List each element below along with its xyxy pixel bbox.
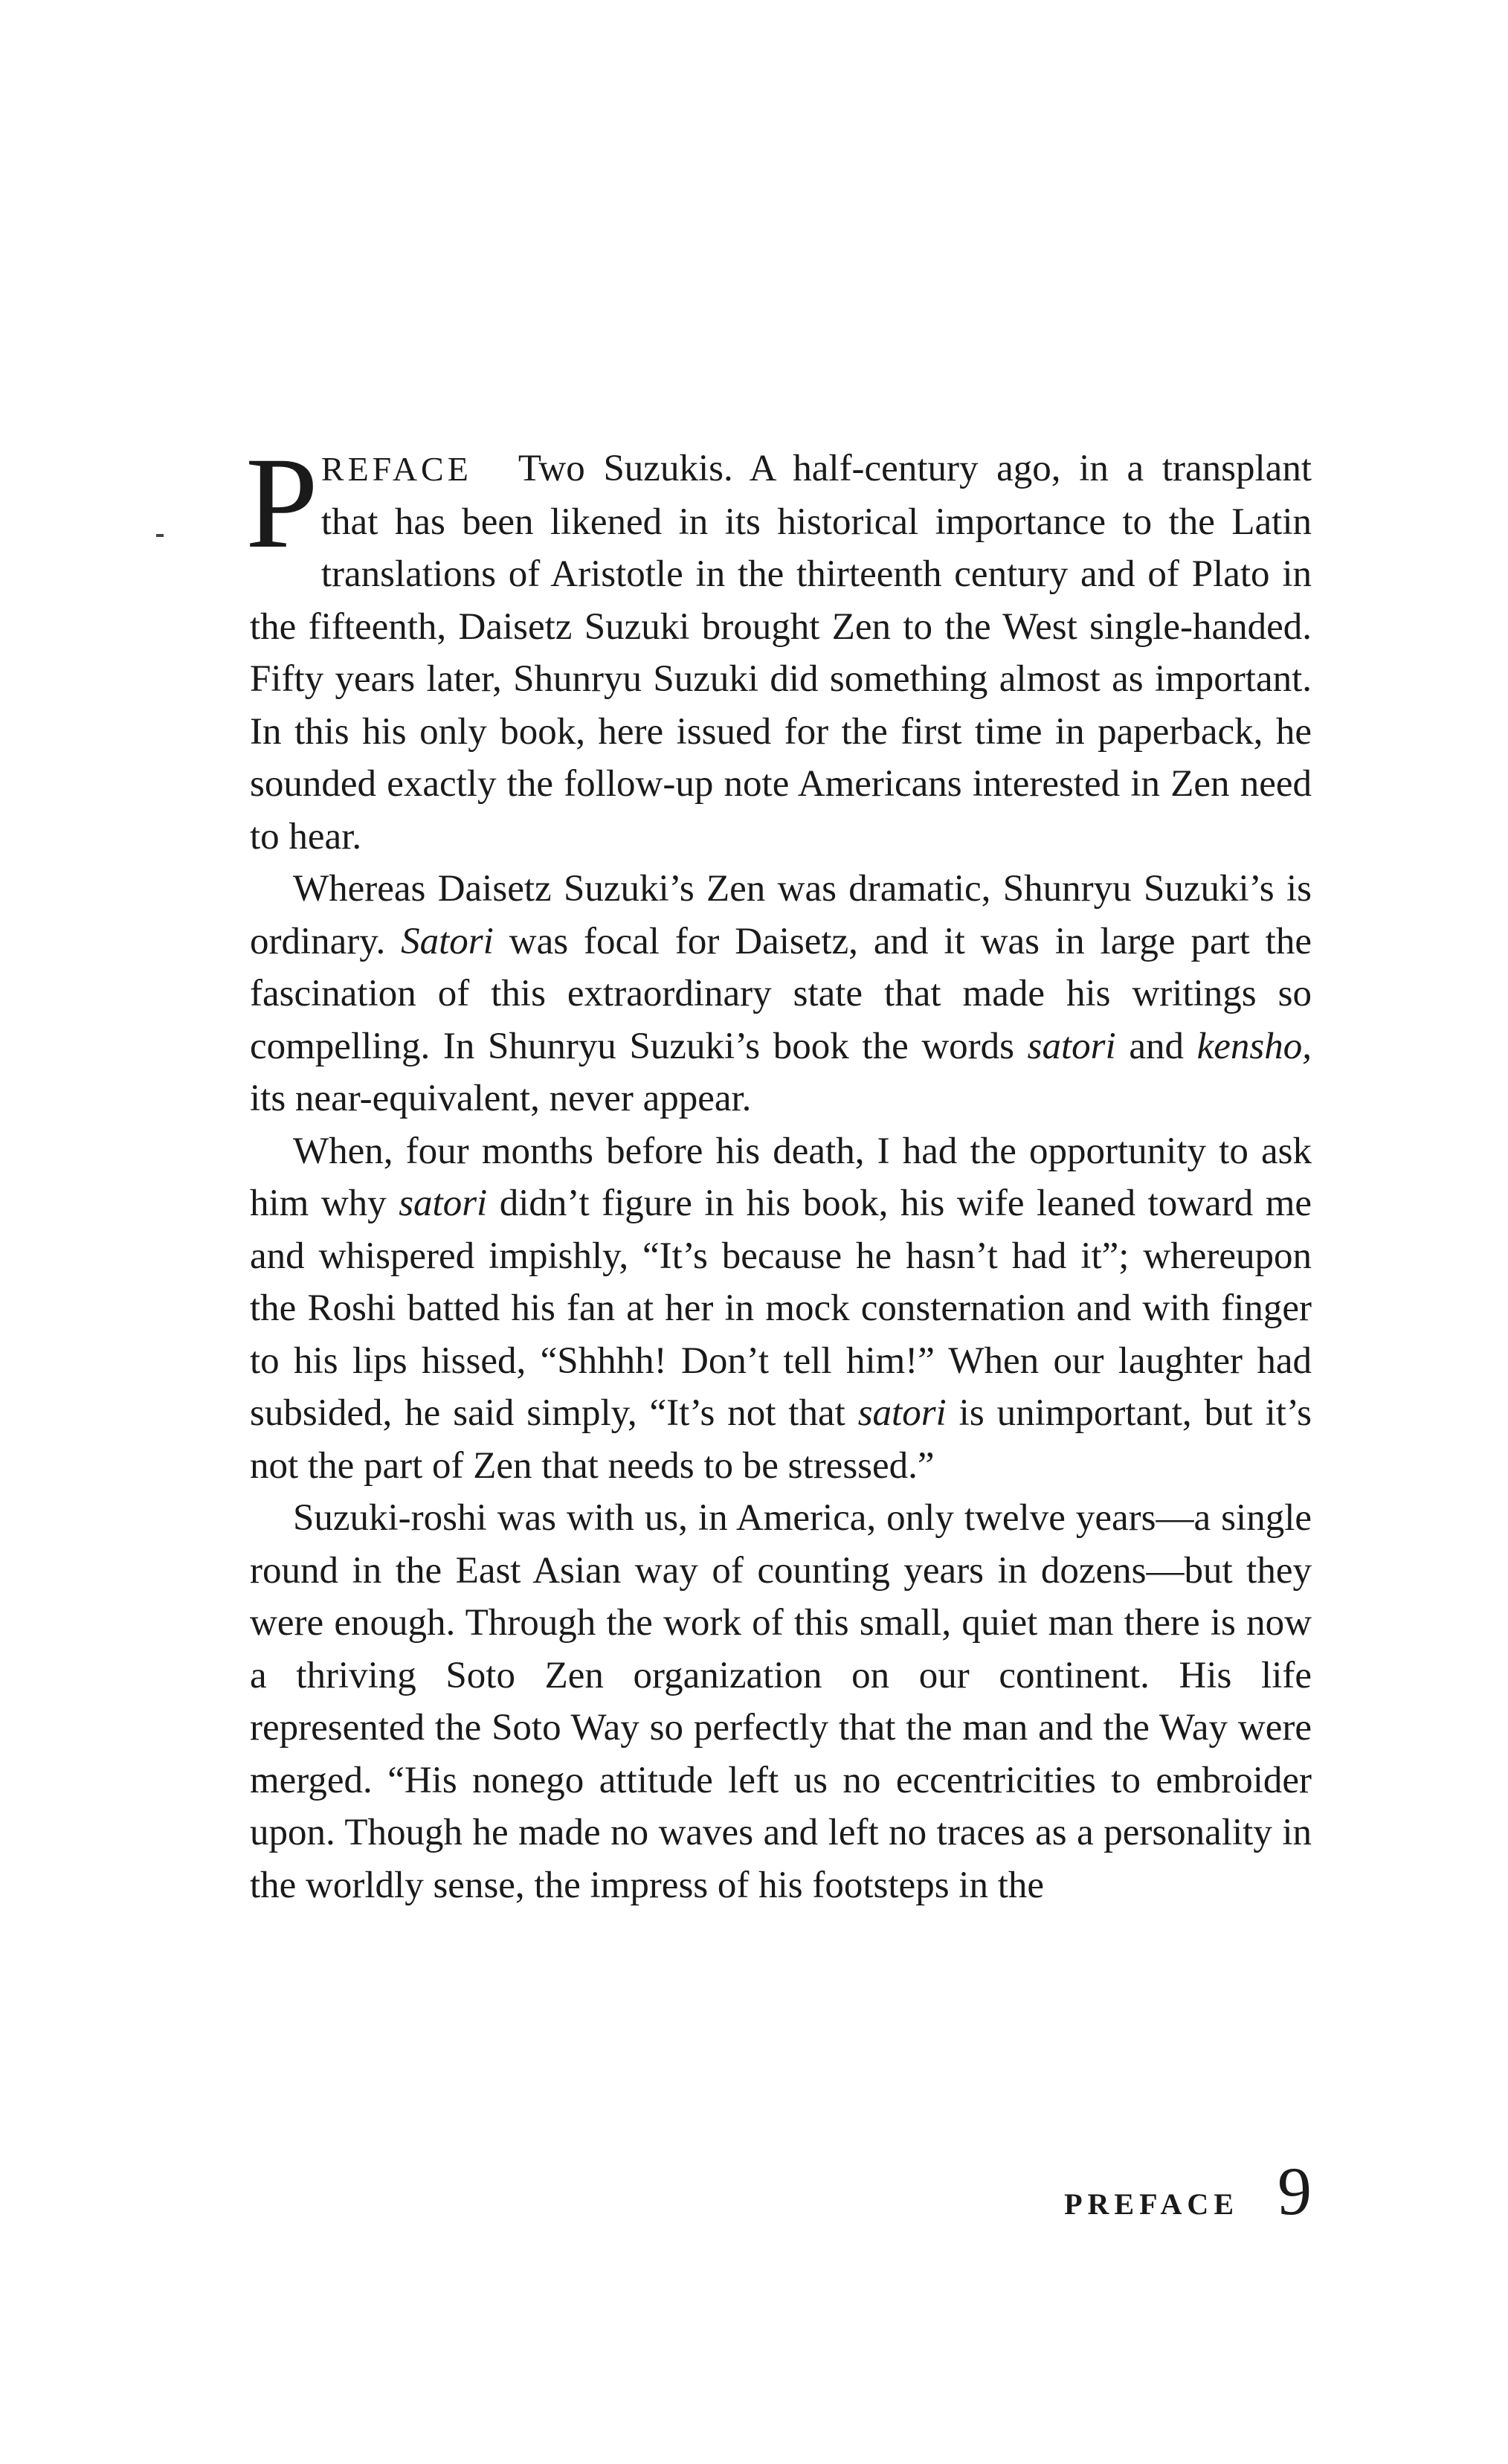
italic-term: satori bbox=[399, 1183, 488, 1224]
paragraph-1 bbox=[245, 431, 1312, 863]
text-segment: its near-equivalent, never appear. bbox=[250, 1078, 752, 1119]
italic-term: satori bbox=[857, 1392, 947, 1434]
paragraph-1-text: Two Suzukis. A half-century ago, in a transplant that has been likened in its historical importance to the Latin translations of Aristotle in the thirteenth century and of Plato in the fifteenth, Daisetz Suzuki brought Zen to the West single-handed. Fifty years later, Shunryu Suzuki did something almost as important. In this his only book, here issued for the first time in paperback, he sounded exactly the follow-up note Americans interested in Zen need to hear. bbox=[250, 448, 1312, 858]
paragraph-4 bbox=[250, 1492, 1312, 1911]
text-segment: and bbox=[1115, 1025, 1197, 1067]
footer-label: PREFACE bbox=[1064, 2187, 1239, 2221]
paragraph-3 bbox=[250, 1125, 1312, 1493]
scan-mark bbox=[156, 534, 164, 537]
text-segment: is unimportant, but it’s not the part of Zen that needs to be stressed.” bbox=[250, 1392, 1312, 1487]
italic-term: satori bbox=[1027, 1025, 1116, 1067]
italic-term: Satori bbox=[401, 920, 494, 962]
text-segment: When, four months before his death, I had the opportunity to ask him why bbox=[250, 1130, 1312, 1224]
text-segment: Whereas Daisetz Suzuki’s Zen was dramatic, Shunryu Suzuki’s is ordinary. bbox=[250, 868, 1312, 962]
drop-cap: P bbox=[245, 431, 318, 576]
page-number: 9 bbox=[1277, 2153, 1312, 2229]
paragraph-2 bbox=[250, 863, 1312, 1125]
section-heading: REFACE bbox=[320, 450, 472, 488]
body-text bbox=[245, 431, 1312, 1911]
text-segment: didn’t figure in his book, his wife leaned toward me and whispered impishly, “It’s because he hasn’t had it”; whereupon the Roshi batted his fan at her in mock consternation and with finger to his lips hissed, “Shhhh! Don’t tell him!” When our laughter had subsided, he said simply, “It’s not that bbox=[250, 1183, 1312, 1434]
italic-term: kensho, bbox=[1196, 1025, 1312, 1067]
running-footer bbox=[1064, 2153, 1312, 2229]
text-segment: was focal for Daisetz, and it was in large part the fascination of this extraordinary state that made his writings so compelling. In Shunryu Suzuki’s book the words bbox=[250, 920, 1312, 1067]
text-segment: Suzuki-roshi was with us, in America, only twelve years—a single round in the East Asian way of counting years in dozens—but they were enough. Through the work of this small, quiet man there is now a thriving Soto Zen organization on our continent. His life represented the Soto Way so perfectly that the man and the Way were merged. “His nonego attitude left us no eccentricities to embroider upon. Though he made no waves and left no traces as a personality in the worldly sense, the impress of his footsteps in the bbox=[250, 1497, 1312, 1906]
